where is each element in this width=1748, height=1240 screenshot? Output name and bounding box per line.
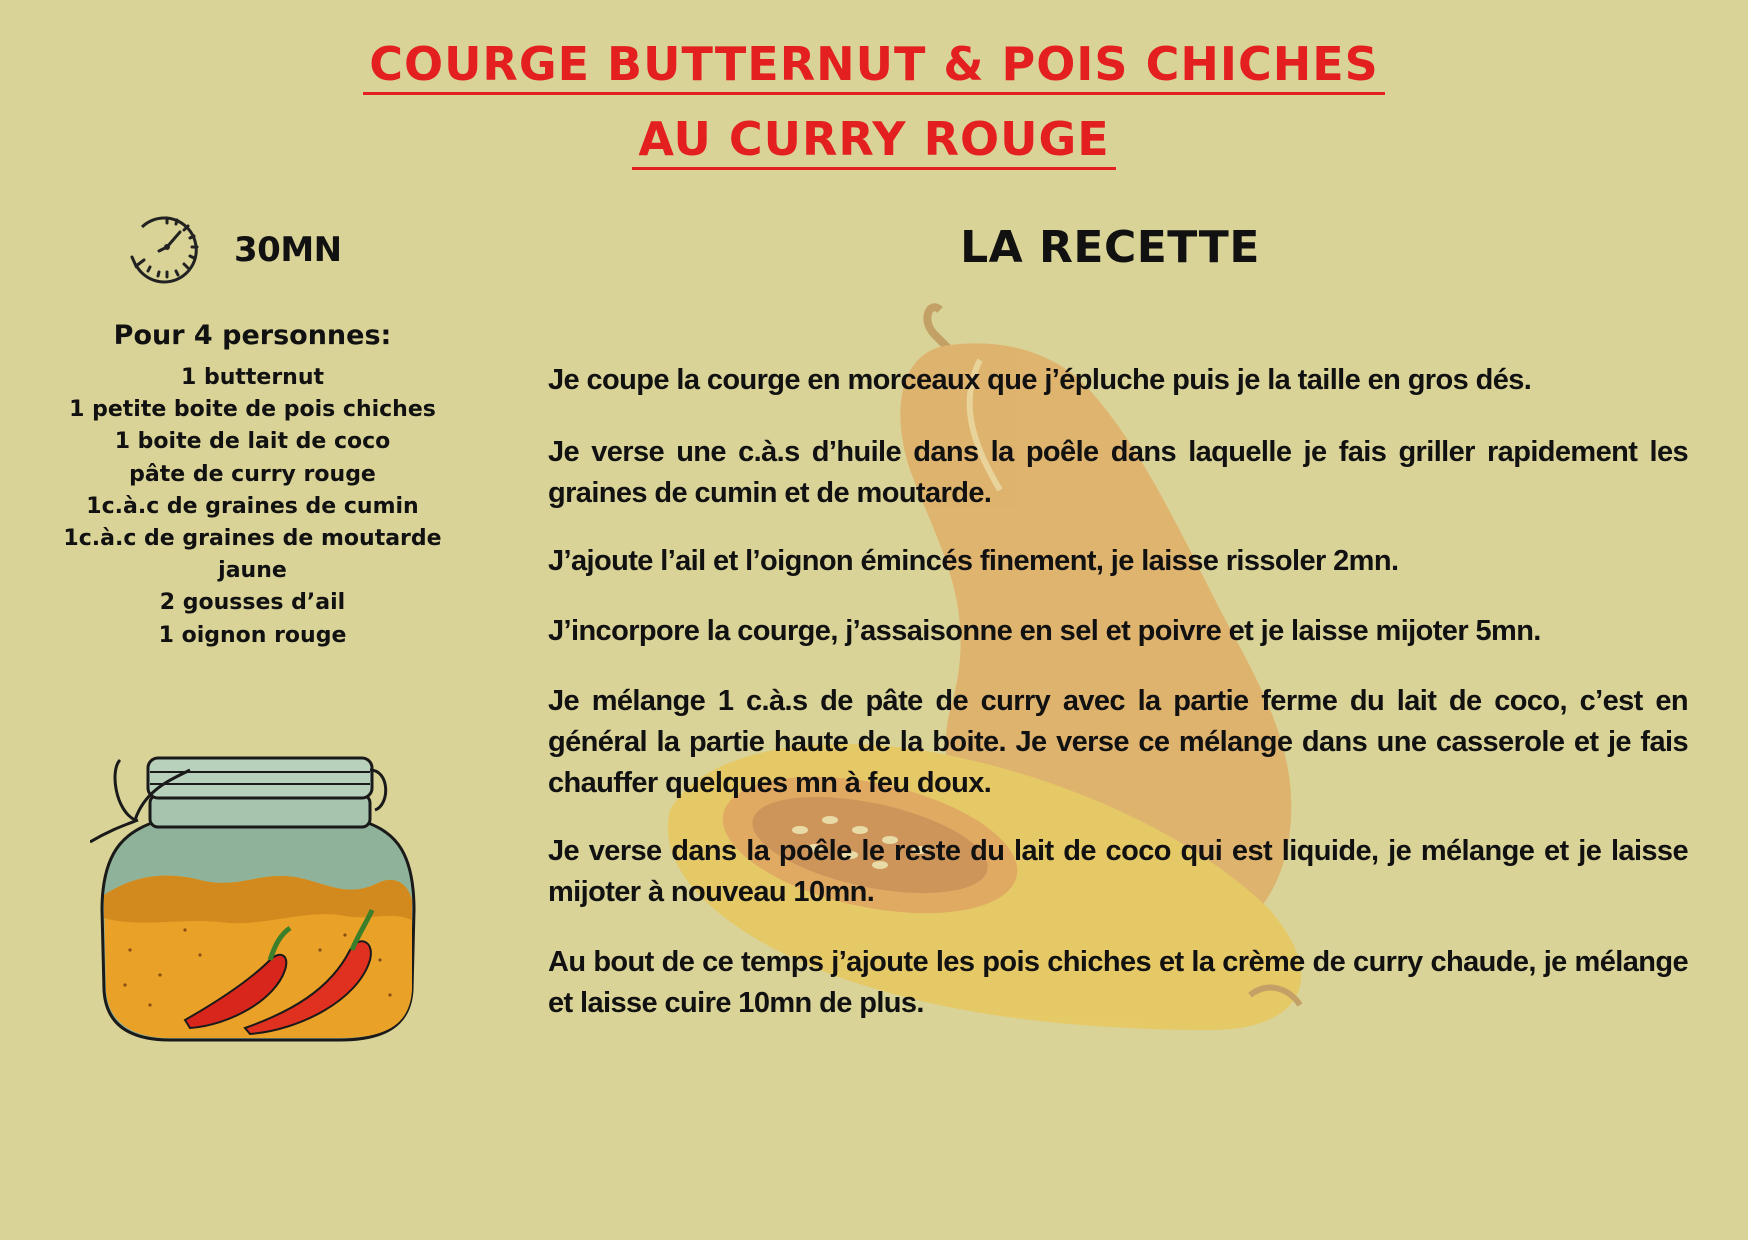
prep-time: 30MN [234,230,342,270]
recipe-step: Je mélange 1 c.à.s de pâte de curry avec la partie ferme du lait de coco, c’est en général la partie haute de la boite. Je verse ce mélange dans une casserole et je fais chauffer quelques mn à feu doux. [548,685,1688,799]
recipe-step: J’incorpore la courge, j’assaisonne en sel et poivre et je laisse mijoter 5mn. [548,615,1541,647]
recipe-step: Je coupe la courge en morceaux que j’épluche puis je la taille en gros dés. [548,364,1532,396]
ingredient-item: 1c.à.c de graines de cumin [86,493,419,519]
recipe-steps [548,360,1688,1024]
ingredient-item: pâte de curry rouge [129,461,376,487]
ingredient-item: 1c.à.c de graines de moutarde jaune [63,526,442,584]
recipe-heading: LA RECETTE [960,222,1260,273]
ingredients-section [30,318,475,652]
ingredient-item: 1 butternut [180,365,325,390]
timer-icon [122,205,204,287]
ingredient-item: 1 petite boite de pois chiches [69,397,436,423]
ingredient-item: 1 boite de lait de coco [114,429,391,455]
servings-heading: Pour 4 personnes: [113,320,392,351]
recipe-step: Je verse dans la poêle le reste du lait de coco qui est liquide, je mélange et je laisse mijoter à nouveau 10mn. [548,835,1688,908]
recipe-step: Au bout de ce temps j’ajoute les pois chiches et la crème de curry chaude, je mélange et laisse cuire 10mn de plus. [548,946,1688,1019]
recipe-title-line1: COURGE BUTTERNUT & POIS CHICHES [363,36,1385,95]
recipe-step: Je verse une c.à.s d’huile dans la poêle dans laquelle je fais griller rapidement les graines de cumin et de moutarde. [548,436,1688,509]
ingredient-item: 2 gousses d’ail [159,590,346,616]
recipe-title-line2: AU CURRY ROUGE [632,111,1115,170]
curry-jar-illustration [90,750,430,1050]
ingredient-item: 1 oignon rouge [158,622,347,648]
recipe-title [0,30,1748,180]
ingredients-list [30,362,475,652]
recipe-step: J’ajoute l’ail et l’oignon émincés finement, je laisse rissoler 2mn. [548,545,1399,577]
